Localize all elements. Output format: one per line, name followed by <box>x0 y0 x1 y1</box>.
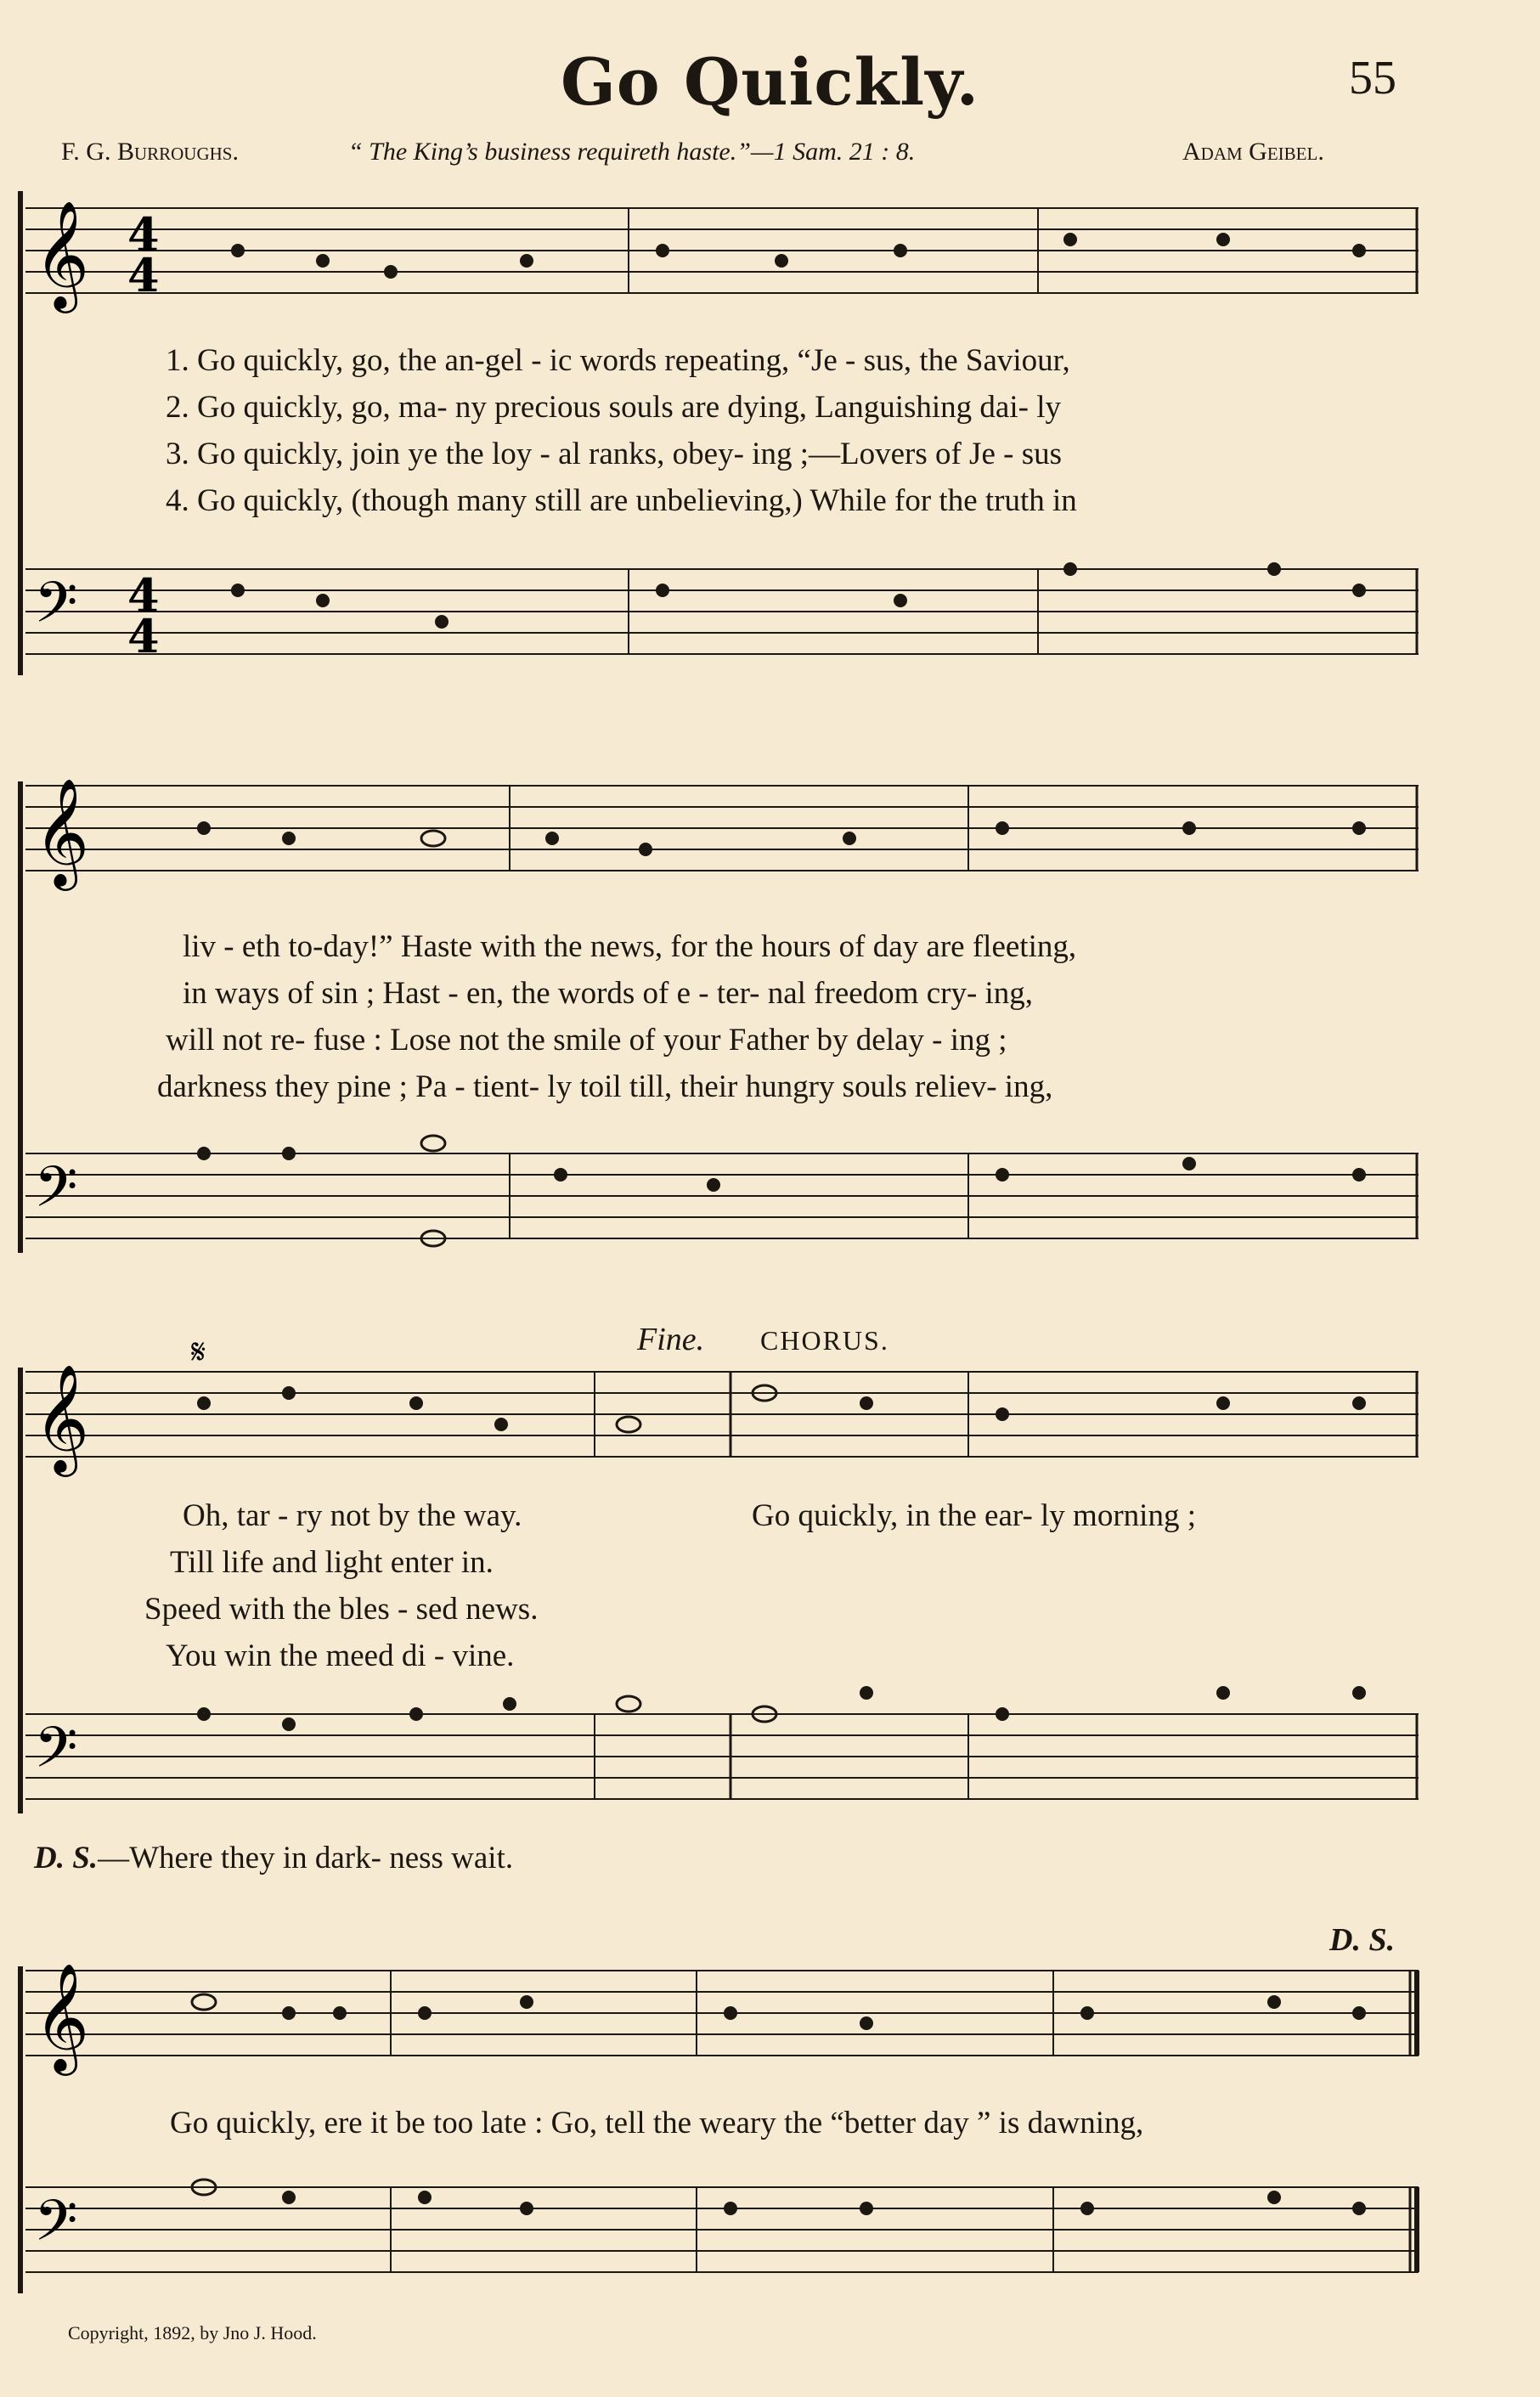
bass-staff-system-2 <box>0 1136 1540 1264</box>
fine-marking: Fine. <box>637 1322 705 1357</box>
svg-text:4: 4 <box>127 248 160 302</box>
treble-staff-system-2 <box>0 769 1540 896</box>
svg-text:𝄢: 𝄢 <box>34 1715 78 1794</box>
svg-text:𝄞: 𝄞 <box>34 777 90 886</box>
verse-4-line-3: You win the meed di - vine. <box>166 1638 515 1673</box>
verse-4-line-1: 4. Go quickly, (though many still are unbelieving,) While for the truth in <box>166 483 1077 518</box>
svg-text:4: 4 <box>127 568 160 623</box>
svg-text:𝄞: 𝄞 <box>34 1363 90 1472</box>
ds-lyric-text: —Where they in dark- ness wait. <box>98 1841 514 1875</box>
composer-credit: Adam Geibel. <box>1182 138 1324 166</box>
verse-3-line-2: will not re- fuse : Lose not the smile of your Father by delay - ing ; <box>166 1023 1007 1058</box>
lyricist-credit: F. G. Burroughs. <box>61 138 239 166</box>
svg-text:4: 4 <box>127 207 160 262</box>
treble-staff-system-4 <box>0 1954 1540 2081</box>
verse-2-line-2: in ways of sin ; Hast - en, the words of e - ter- nal freedom cry- ing, <box>183 976 1034 1011</box>
chorus-line-2: Go quickly, ere it be too late : Go, tell the weary the “better day ” is dawning, <box>170 2106 1144 2140</box>
treble-staff-system-1 <box>0 191 1540 319</box>
page-number: 55 <box>1349 52 1396 104</box>
ds-lyric-line <box>34 1840 513 1876</box>
svg-text:𝄢: 𝄢 <box>34 570 78 649</box>
chorus-line-1: Go quickly, in the ear- ly morning ; <box>752 1498 1196 1533</box>
bass-staff-system-4 <box>0 2170 1540 2298</box>
svg-text:4: 4 <box>127 609 160 663</box>
bass-staff-system-3 <box>0 1697 1540 1825</box>
verse-3-line-3: Speed with the bles - sed news. <box>144 1592 539 1627</box>
scripture-reference: “ The King’s business requireth haste.”—1 Sam. 21 : 8. <box>348 138 916 166</box>
chorus-label: CHORUS. <box>760 1325 889 1356</box>
verse-2-line-3: Till life and light enter in. <box>170 1545 494 1580</box>
ds-lyric-prefix: D. S. <box>34 1841 99 1875</box>
svg-text:𝄋: 𝄋 <box>191 1333 206 1372</box>
copyright-notice: Copyright, 1892, by Jno J. Hood. <box>68 2322 317 2343</box>
page-title: Go Quickly. <box>560 44 980 120</box>
ds-mark: D. S. <box>1329 1922 1396 1958</box>
verse-2-line-1: 2. Go quickly, go, ma- ny precious souls are dying, Languishing dai- ly <box>166 390 1061 425</box>
svg-text:𝄞: 𝄞 <box>34 200 90 308</box>
bass-staff-system-1 <box>0 552 1540 680</box>
verse-4-line-2: darkness they pine ; Pa - tient- ly toil till, their hungry souls reliev- ing, <box>157 1069 1053 1104</box>
verse-1-line-1: 1. Go quickly, go, the an-gel - ic words repeating, “Je - sus, the Saviour, <box>166 343 1070 378</box>
svg-text:𝄢: 𝄢 <box>34 2188 78 2267</box>
verse-1-line-2: liv - eth to-day!” Haste with the news, for the hours of day are fleeting, <box>183 929 1077 964</box>
verse-3-line-1: 3. Go quickly, join ye the loy - al ranks, obey- ing ;—Lovers of Je - sus <box>166 437 1062 471</box>
svg-text:𝄞: 𝄞 <box>34 1962 90 2071</box>
verse-1-line-3: Oh, tar - ry not by the way. <box>183 1498 522 1533</box>
svg-text:𝄢: 𝄢 <box>34 1154 78 1233</box>
